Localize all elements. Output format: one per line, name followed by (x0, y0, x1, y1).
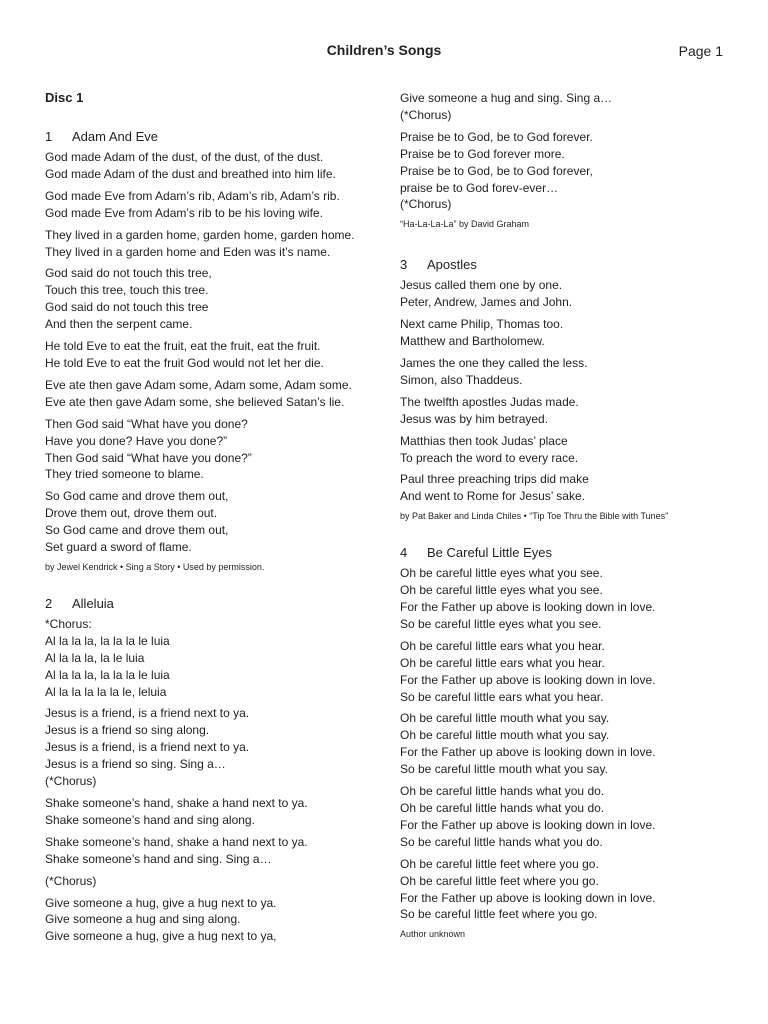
song-block (45, 129, 375, 574)
song-number: 4 (400, 545, 408, 561)
disc-heading: Disc 1 (45, 90, 84, 105)
song-title: Alleluia (72, 595, 114, 611)
lyric-stanza: He told Eve to eat the fruit, eat the fruit, eat the fruit. He told Eve to eat the fruit God would not let her die. (45, 339, 324, 370)
song-block (400, 257, 730, 523)
left-column (45, 90, 375, 950)
lyric-stanza: (*Chorus) (45, 873, 97, 888)
page-title: Children’s Songs (326, 42, 442, 58)
page-number: Page 1 (678, 43, 723, 59)
lyric-stanza: God said do not touch this tree, Touch this tree, touch this tree. God said do not touch this tree And then the serpent came. (45, 266, 212, 332)
song-heading (45, 129, 375, 144)
lyric-stanza: *Chorus: Al la la la, la la la le luia Al la la la, la le luia Al la la la, la la la le luia Al la la la la la le, leluia (45, 616, 170, 699)
left-song-list (45, 129, 375, 945)
lyric-stanza: The twelfth apostles Judas made. Jesus was by him betrayed. (400, 394, 579, 426)
right-column (400, 90, 730, 941)
lyric-stanza: Matthias then took Judas’ place To preach the word to every race. (400, 433, 579, 465)
song-credit: by Pat Baker and Linda Chiles • “Tip Toe Thru the Bible with Tunes” (400, 511, 669, 522)
song-credit: “Ha-La-La-La” by David Graham (400, 219, 530, 230)
lyric-stanza: Shake someone’s hand, shake a hand next to ya. Shake someone’s hand and sing. Sing a… (45, 834, 308, 866)
lyric-stanza: Oh be careful little hands what you do. Oh be careful little hands what you do. For the Father up above is looking down in love. So be careful little hands what you do. (400, 784, 656, 849)
song-credit: by Jewel Kendrick • Sing a Story • Used by permission. (45, 561, 265, 572)
right-song-list (400, 257, 730, 941)
lyric-stanza: Give someone a hug, give a hug next to ya. Give someone a hug and sing along. Give someone a hug, give a hug next to ya, (45, 895, 277, 944)
lyric-stanza: Jesus called them one by one. Peter, Andrew, James and John. (400, 278, 573, 310)
song-number: 1 (45, 129, 53, 144)
lyric-stanza: Praise be to God, be to God forever. Praise be to God forever more. Praise be to God, be to God forever, praise be to God forev-ever… (*Chorus) (400, 129, 593, 212)
song-heading (400, 257, 730, 272)
song-heading (45, 596, 375, 611)
lyric-stanza: Then God said “What have you done? Have you done? Have you done?” Then God said “What have you done?” They tried someone to blame. (45, 416, 252, 482)
lyric-stanza: Paul three preaching trips did make And went to Rome for Jesus’ sake. (400, 472, 589, 504)
lyric-stanza: God made Adam of the dust, of the dust, of the dust. God made Adam of the dust and breathed into him life. (45, 150, 336, 181)
song-heading (400, 545, 730, 560)
song-title: Adam And Eve (72, 129, 158, 144)
song-title: Be Careful Little Eyes (427, 545, 553, 561)
song-number: 3 (400, 257, 408, 273)
song-block (45, 596, 375, 945)
song-continuation (400, 90, 730, 231)
song-block (400, 545, 730, 941)
song-credit: Author unknown (400, 929, 466, 940)
lyric-stanza: So God came and drove them out, Drove them out, drove them out. So God came and drove them out, Set guard a sword of flame. (45, 489, 229, 555)
lyric-stanza: Oh be careful little ears what you hear. Oh be careful little ears what you hear. For the Father up above is looking down in love. So be careful little ears what you hear. (400, 638, 656, 704)
lyric-stanza: Oh be careful little feet where you go. Oh be careful little feet where you go. For the Father up above is looking down in love. So be careful little feet where you go. (400, 856, 656, 922)
lyric-stanza: Next came Philip, Thomas too. Matthew and Bartholomew. (400, 317, 564, 349)
lyric-stanza: Eve ate then gave Adam some, Adam some, Adam some. Eve ate then gave Adam some, she believed Satan’s lie. (45, 377, 352, 409)
song-number: 2 (45, 595, 53, 611)
lyric-stanza: Give someone a hug and sing. Sing a… (*Chorus) (400, 91, 613, 122)
lyric-stanza: God made Eve from Adam’s rib, Adam’s rib, Adam’s rib. God made Eve from Adam’s rib to be his loving wife. (45, 188, 340, 220)
song-title: Apostles (427, 257, 477, 273)
lyric-stanza: Shake someone’s hand, shake a hand next to ya. Shake someone’s hand and sing along. (45, 796, 308, 827)
lyric-stanza: Jesus is a friend, is a friend next to ya. Jesus is a friend so sing along. Jesus is a friend, is a friend next to ya. Jesus is a friend so sing. Sing a… (*Chorus) (45, 706, 250, 789)
lyric-stanza: Oh be careful little mouth what you say. Oh be careful little mouth what you say. For the Father up above is looking down in love. So be careful little mouth what you say. (400, 711, 656, 777)
lyric-stanza: They lived in a garden home, garden home, garden home. They lived in a garden home and Eden was it’s name. (45, 227, 355, 259)
lyric-stanza: Oh be careful little eyes what you see. Oh be careful little eyes what you see. For the Father up above is looking down in love. So be careful little eyes what you see. (400, 566, 656, 631)
lyric-stanza: James the one they called the less. Simon, also Thaddeus. (400, 355, 588, 387)
